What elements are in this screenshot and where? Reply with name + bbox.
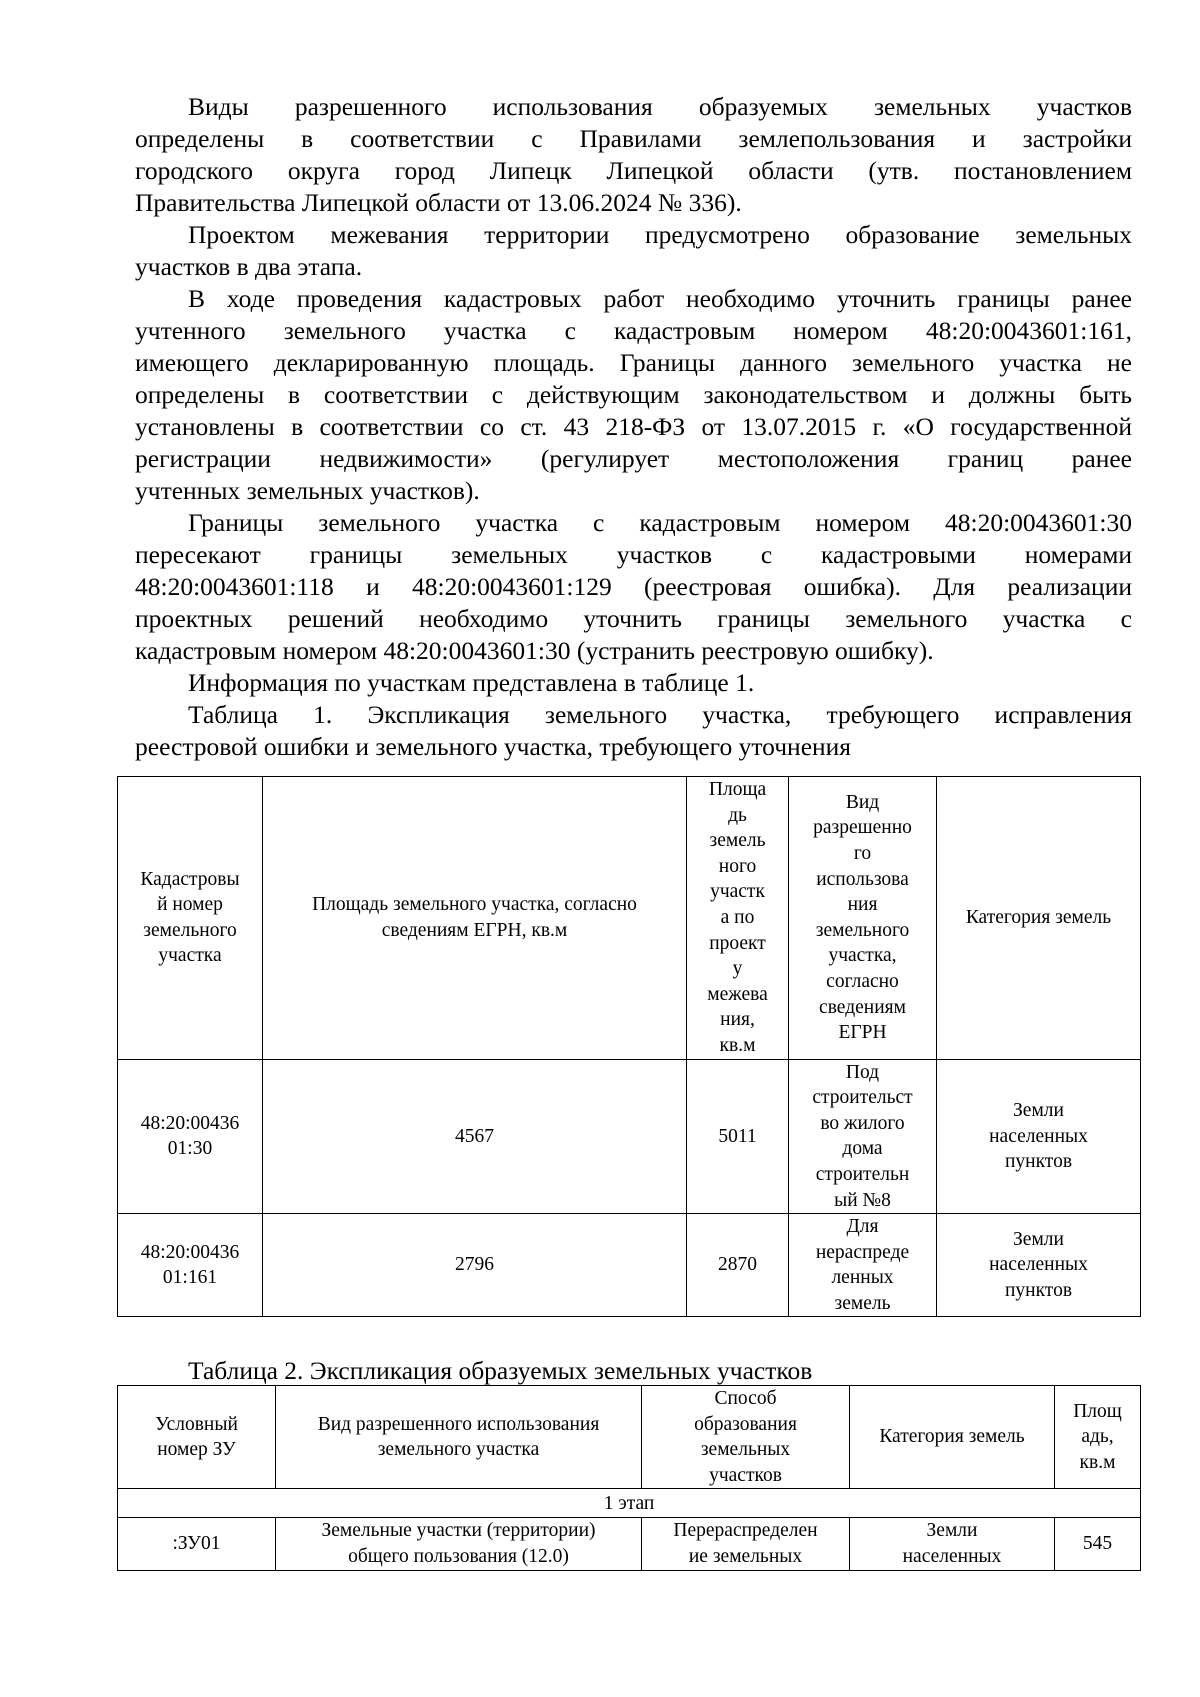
table1-header-cell bbox=[789, 777, 937, 1060]
table2-header-text: Условный номер ЗУ bbox=[155, 1413, 238, 1461]
paragraph-3-line-2: учтенного земельного участка с кадастровым номером 48:20:0043601:161, bbox=[135, 316, 1132, 345]
paragraph-1-line-4: Правительства Липецкой области от 13.06.2024 № 336). bbox=[135, 188, 742, 217]
paragraph-1-line-3: городского округа город Липецк Липецкой области (утв. постановлением bbox=[135, 156, 1132, 185]
table1 bbox=[117, 776, 1141, 1317]
table-cell bbox=[263, 1214, 687, 1317]
table-cell bbox=[1055, 1518, 1141, 1570]
cadastral-number: 48:20:00436 01:161 bbox=[140, 1241, 240, 1289]
stage-label: 1 этап bbox=[603, 1492, 655, 1514]
paragraph-1-line-1: Виды разрешенного использования образуемых земельных участков bbox=[188, 92, 1132, 121]
egrn-area: 4567 bbox=[455, 1125, 494, 1147]
paragraph-2-line-1: Проектом межевания территории предусмотрено образование земельных bbox=[188, 220, 1132, 249]
table1-caption-line-2: реестровой ошибки и земельного участка, требующего уточнения bbox=[135, 732, 852, 761]
table1-header-cell bbox=[263, 777, 687, 1060]
table2-header-cell bbox=[850, 1386, 1055, 1489]
table-cell bbox=[687, 1214, 789, 1317]
egrn-area: 2796 bbox=[455, 1254, 494, 1276]
paragraph-2-line-2: участков в два этапа. bbox=[135, 252, 363, 281]
table-cell bbox=[276, 1518, 642, 1570]
paragraph-3-line-4: определены в соответствии с действующим законодательством и должны быть bbox=[135, 380, 1132, 409]
table-cell bbox=[937, 1059, 1141, 1214]
paragraph-4-line-1: Границы земельного участка с кадастровым номером 48:20:0043601:30 bbox=[188, 508, 1132, 537]
table2-stage-row bbox=[118, 1489, 1141, 1518]
table2-header-cell bbox=[642, 1386, 850, 1489]
table2-header-cell bbox=[118, 1386, 276, 1489]
permitted-use: Земельные участки (территории) общего пользования (12.0) bbox=[321, 1520, 596, 1567]
table-cell bbox=[687, 1059, 789, 1214]
stage-label-cell bbox=[118, 1489, 1141, 1518]
table2 bbox=[117, 1385, 1141, 1571]
table-row bbox=[118, 1059, 1141, 1214]
land-category: Земли населенных пунктов bbox=[989, 1228, 1088, 1302]
table1-header-row bbox=[118, 777, 1141, 1060]
table1-header-text: Кадастровы й номер земельного участка bbox=[140, 868, 240, 967]
paragraph-1-line-2: определены в соответствии с Правилами землепользования и застройки bbox=[135, 124, 1132, 153]
table2-caption: Таблица 2. Экспликация образуемых земельных участков bbox=[188, 1356, 813, 1385]
paragraph-4-line-5: кадастровым номером 48:20:0043601:30 (устранить реестровую ошибку). bbox=[135, 636, 934, 665]
table1-header-text: Категория земель bbox=[965, 906, 1112, 928]
table1-caption-line-1: Таблица 1. Экспликация земельного участка, требующего исправления bbox=[188, 700, 1132, 729]
table-cell bbox=[642, 1518, 850, 1570]
table-cell bbox=[118, 1518, 276, 1570]
table2-header-cell bbox=[1055, 1386, 1141, 1489]
land-category: Земли населенных bbox=[902, 1520, 1002, 1567]
table-cell bbox=[263, 1059, 687, 1214]
paragraph-3-line-6: регистрации недвижимости» (регулирует местоположения границ ранее bbox=[135, 444, 1132, 473]
table1-header-text: Площа дь земель ного участк а по проект у межева ния, кв.м bbox=[707, 779, 768, 1056]
cadastral-number: 48:20:00436 01:30 bbox=[140, 1112, 240, 1160]
table-cell bbox=[937, 1214, 1141, 1317]
paragraph-4-line-3: 48:20:0043601:118 и 48:20:0043601:129 (реестровая ошибка). Для реализации bbox=[135, 572, 1132, 601]
table-cell bbox=[789, 1214, 937, 1317]
formation-method: Перераспределен ие земельных bbox=[673, 1520, 818, 1567]
table1-header-cell bbox=[687, 777, 789, 1060]
land-category: Земли населенных пунктов bbox=[989, 1099, 1088, 1173]
paragraph-3-line-5: установлены в соответствии со ст. 43 218-ФЗ от 13.07.2015 г. «О государственной bbox=[135, 412, 1132, 441]
permitted-use: Под строительст во жилого дома строительн ый №8 bbox=[812, 1061, 913, 1211]
table-cell bbox=[118, 1059, 263, 1214]
plot-area: 545 bbox=[1082, 1533, 1113, 1555]
table2-header-text: Категория земель bbox=[879, 1426, 1025, 1448]
paragraph-3-line-3: имеющего декларированную площадь. Границы данного земельного участка не bbox=[135, 348, 1132, 377]
table-cell bbox=[850, 1518, 1055, 1570]
table-cell bbox=[118, 1214, 263, 1317]
project-area: 2870 bbox=[718, 1254, 757, 1276]
paragraph-4-line-4: проектных решений необходимо уточнить границы земельного участка с bbox=[135, 604, 1132, 633]
table-row bbox=[118, 1518, 1141, 1570]
table2-header-row bbox=[118, 1386, 1141, 1489]
table2-header-text: Вид разрешенного использования земельного участка bbox=[317, 1413, 600, 1461]
permitted-use: Для нераспреде ленных земель bbox=[815, 1216, 910, 1314]
project-area: 5011 bbox=[718, 1125, 757, 1147]
table1-header-text: Вид разрешенно го использова ния земельного участка, согласно сведениям ЕГРН bbox=[813, 791, 912, 1044]
table1-header-cell bbox=[937, 777, 1141, 1060]
table2-header-text: Способ образования земельных участков bbox=[694, 1388, 797, 1486]
table2-header-text: Площ адь, кв.м bbox=[1073, 1400, 1122, 1473]
table-row bbox=[118, 1214, 1141, 1317]
paragraph-5-line-1: Информация по участкам представлена в таблице 1. bbox=[188, 668, 755, 697]
table-cell bbox=[789, 1059, 937, 1214]
table2-header-cell bbox=[276, 1386, 642, 1489]
paragraph-3-line-1: В ходе проведения кадастровых работ необходимо уточнить границы ранее bbox=[188, 284, 1132, 313]
table1-header-cell bbox=[118, 777, 263, 1060]
paragraph-3-line-7: учтенных земельных участков). bbox=[135, 476, 480, 505]
table1-header-text: Площадь земельного участка, согласно сведениям ЕГРН, кв.м bbox=[312, 894, 637, 941]
plot-number: :ЗУ01 bbox=[172, 1533, 221, 1555]
paragraph-4-line-2: пересекают границы земельных участков с кадастровыми номерами bbox=[135, 540, 1132, 569]
